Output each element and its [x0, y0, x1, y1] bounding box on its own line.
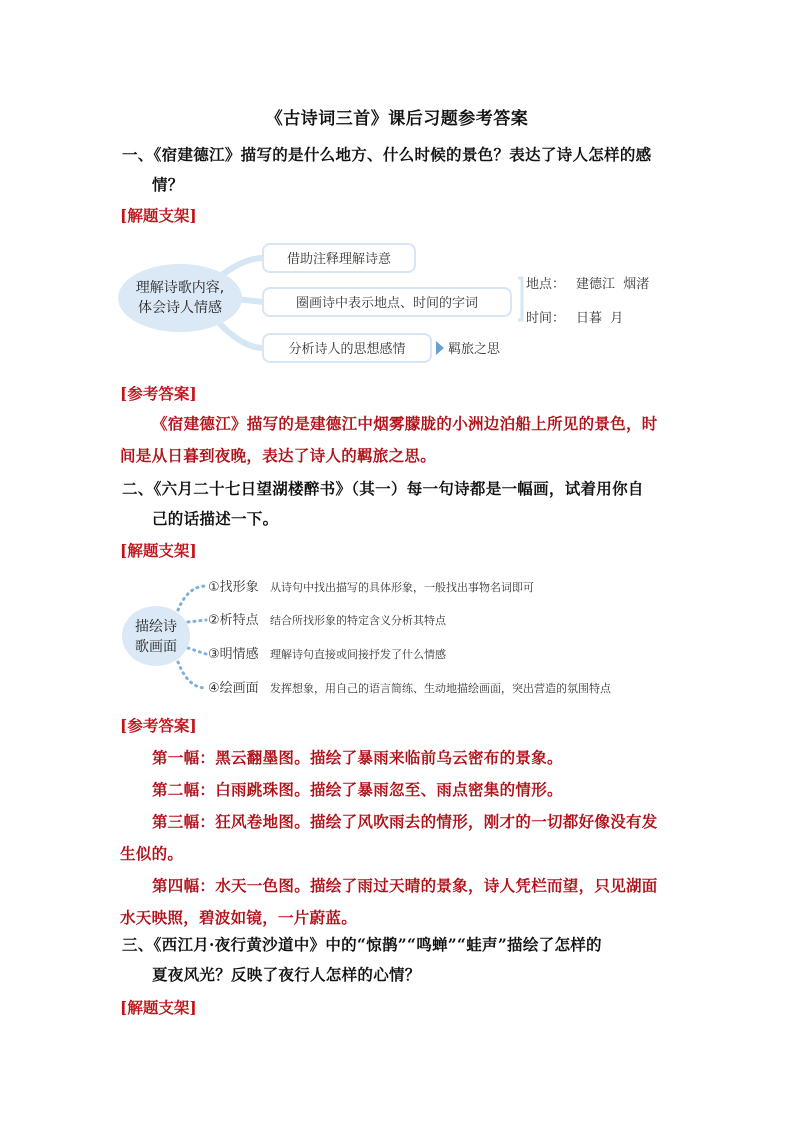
answer-1-line2: 间是从日暮到夜晚，表达了诗人的羁旅之思。	[120, 446, 437, 465]
mindmap-2-center-line2: 歌画面	[135, 639, 177, 655]
question-1-line2: 情？	[152, 175, 184, 194]
question-2-line1: 二、《六月二十七日望湖楼醉书》（其一）每一句诗都是一幅画，试着用你自	[122, 479, 644, 498]
answer-2-frame-4-cont: 水天映照，碧波如镜，一片蔚蓝。	[120, 908, 358, 927]
answer-1-line1: 《宿建德江》描写的是建德江中烟雾朦胧的小洲边泊船上所见的景色，时	[152, 414, 658, 433]
frame-1-text: 黑云翻墨图。描绘了暴雨来临前乌云密布的景象。	[215, 748, 563, 767]
mindmap-1-arrow-icon	[436, 341, 444, 355]
mindmap-2-center	[122, 606, 190, 666]
mindmap-2-step-1-label: ①找形象	[208, 580, 259, 595]
mindmap-1-place-label: 地点：	[526, 277, 566, 292]
answer-2-frame-4	[120, 870, 675, 902]
question-1-line1: 一、《宿建德江》描写的是什么地方、什么时候的景色？表达了诗人怎样的感	[122, 145, 652, 164]
answer-2-frame-1	[120, 742, 675, 774]
frame-2-text: 白雨跳珠图。描绘了暴雨忽至、雨点密集的情形。	[215, 780, 563, 799]
question-3	[122, 930, 682, 990]
mindmap-2-center-line1: 描绘诗	[135, 619, 177, 635]
mindmap-1-center-line2: 体会诗人情感	[138, 300, 222, 316]
mindmap-2-step-3-desc: 理解诗句直接或间接抒发了什么情感	[270, 648, 446, 661]
frame-2-lead: 第二幅：	[152, 780, 216, 799]
mindmap-2-step-2-label: ②析特点	[208, 613, 259, 628]
answer-tag-2: [参考答案]	[120, 716, 197, 735]
frame-4-text: 水天一色图。描绘了雨过天晴的景象，诗人凭栏而望，只见湖面	[215, 876, 658, 895]
answer-2-frame-3	[120, 806, 675, 838]
question-3-line1: 三、《西江月·夜行黄沙道中》中的“惊鹊”“鸣蝉”“蛙声”描绘了怎样的	[122, 935, 602, 954]
mindmap-1-center	[118, 264, 242, 332]
mindmap-2-step-4-label: ④绘画面	[208, 681, 259, 696]
mindmap-1-place-values: 建德江 烟渚	[576, 277, 650, 292]
mindmap-2-step-1-desc: 从诗句中找出描写的具体形象，一般找出事物名词即可	[270, 581, 534, 594]
frame-4-lead: 第四幅：	[152, 876, 216, 895]
mindmap-1-branch-3: 分析诗人的思想感情	[288, 342, 406, 357]
mindmap-1	[118, 236, 678, 366]
answer-1	[120, 408, 675, 472]
question-2	[122, 474, 682, 534]
mindmap-2-step-4-desc: 发挥想象，用自己的语言简练、生动地描绘画面，突出营造的氛围特点	[270, 682, 611, 695]
mindmap-2-step-2-desc: 结合所找形象的特定含义分析其特点	[270, 614, 446, 627]
framework-tag-2: [解题支架]	[120, 541, 197, 560]
question-3-line2: 夏夜风光？反映了夜行人怎样的心情？	[152, 965, 421, 984]
framework-tag-3: [解题支架]	[120, 998, 197, 1017]
mindmap-1-center-line1: 理解诗歌内容,	[135, 280, 225, 296]
mindmap-2-step-3-label: ③明情感	[208, 647, 259, 662]
answer-2-frame-3-cont: 生似的。	[120, 844, 184, 863]
mindmap-1-emotion: 羁旅之思	[448, 342, 501, 357]
mindmap-1-time-values: 日暮 月	[576, 311, 624, 326]
mindmap-1-branch-2: 圈画诗中表示地点、时间的字词	[295, 296, 479, 311]
question-1	[122, 140, 682, 200]
answer-tag-1: [参考答案]	[120, 384, 197, 403]
answer-2	[120, 742, 675, 934]
mindmap-2	[118, 570, 678, 700]
mindmap-1-branch-1: 借助注释理解诗意	[286, 252, 392, 267]
answer-2-frame-2	[120, 774, 675, 806]
frame-1-lead: 第一幅：	[152, 748, 216, 767]
frame-3-lead: 第三幅：	[152, 812, 216, 831]
page-title: 《古诗词三首》课后习题参考答案	[265, 109, 529, 129]
framework-tag-1: [解题支架]	[120, 206, 197, 225]
frame-3-text: 狂风卷地图。描绘了风吹雨去的情形，刚才的一切都好像没有发	[215, 812, 658, 831]
mindmap-1-time-label: 时间：	[526, 311, 566, 326]
question-2-line2: 己的话描述一下。	[152, 509, 279, 528]
